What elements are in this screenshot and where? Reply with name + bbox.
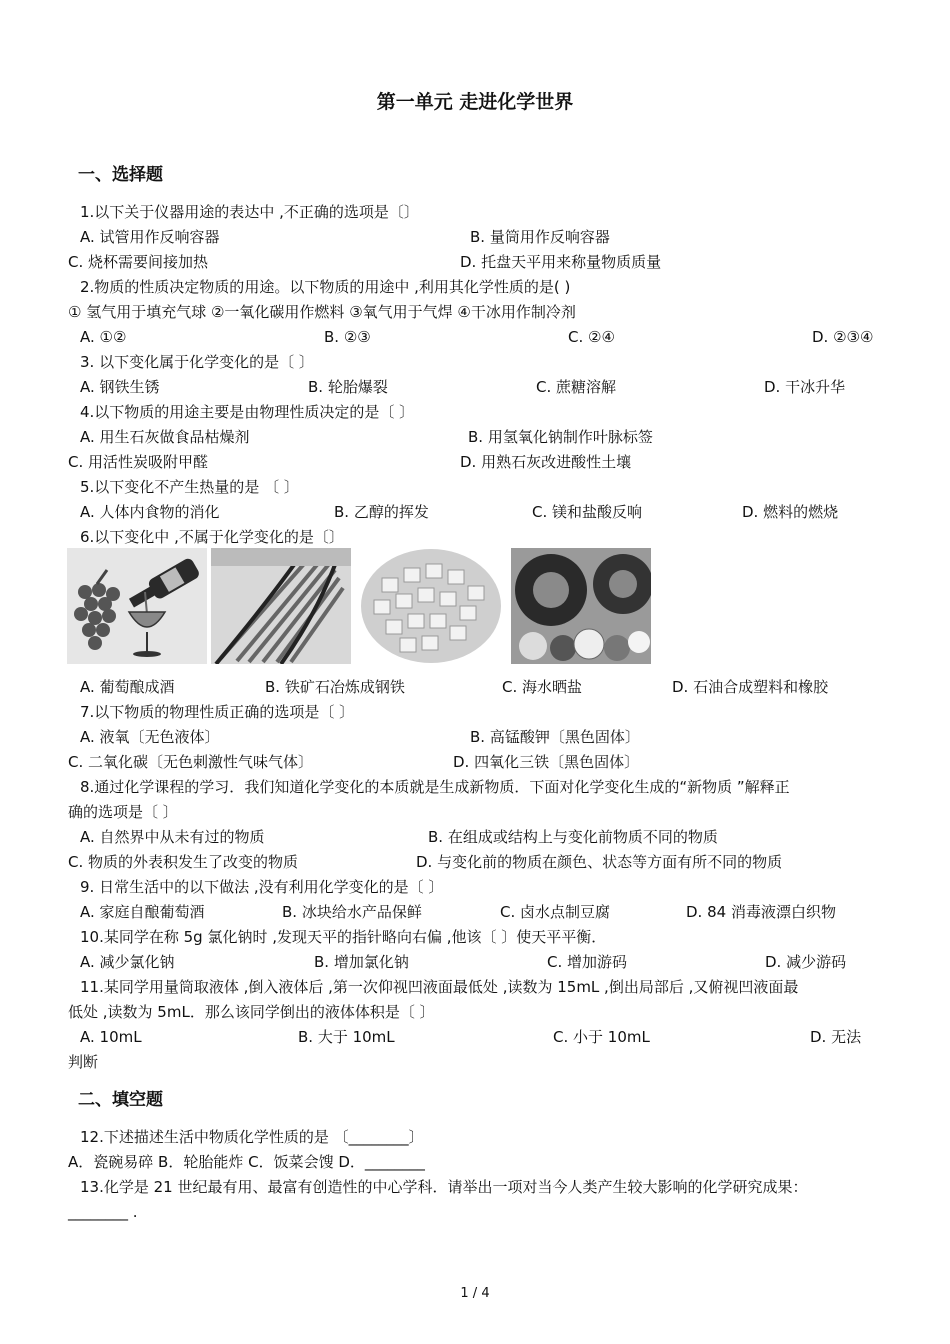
question-11-option-c: C. 小于 10mL: [553, 1028, 650, 1046]
question-3-option-d: D. 干冰升华: [764, 378, 846, 396]
question-3-option-b: B. 轮胎爆裂: [308, 378, 388, 396]
section-heading-fill-in: 二、填空题: [78, 1090, 163, 1110]
question-12-options: A．瓷碗易碎 B．轮胎能炸 C．饭菜会馊 D．________: [68, 1153, 425, 1171]
question-9-option-d: D. 84 消毒液漂白织物: [686, 903, 836, 921]
question-3-option-a: A. 钢铁生锈: [80, 378, 160, 396]
question-13-answer-blank: ________ .: [68, 1203, 138, 1221]
question-1-stem: 1.以下关于仪器用途的表达中 ,不正确的选项是〔〕: [80, 203, 419, 221]
sea-salt-photo: [360, 548, 502, 664]
question-9-option-a: A. 家庭自酿葡萄酒: [80, 903, 205, 921]
page-title: 第一单元 走进化学世界: [376, 91, 574, 113]
question-3-stem: 3. 以下变化属于化学变化的是〔 〕: [80, 353, 314, 371]
question-7-stem: 7.以下物质的物理性质正确的选项是〔 〕: [80, 703, 355, 721]
question-8-option-a: A. 自然界中从未有过的物质: [80, 828, 265, 846]
railway-track-photo: [211, 548, 351, 664]
question-5-option-d: D. 燃料的燃烧: [742, 503, 839, 521]
question-4-option-c: C. 用活性炭吸附甲醛: [68, 453, 209, 471]
question-8-stem: 8.通过化学课程的学习．我们知道化学变化的本质就是生成新物质．下面对化学变化生成的“新物质 ”解释正: [80, 778, 790, 796]
grape-wine-photo: [67, 548, 207, 664]
question-11-option-b: B. 大于 10mL: [298, 1028, 395, 1046]
question-12-stem: 12.下述描述生活中物质化学性质的是 〔________〕: [80, 1128, 424, 1146]
question-7-option-a: A. 液氧〔无色液体〕: [80, 728, 220, 746]
question-11-option-a: A. 10mL: [80, 1028, 142, 1046]
question-9-stem: 9. 日常生活中的以下做法 ,没有利用化学变化的是〔 〕: [80, 878, 444, 896]
question-3-option-c: C. 蔗糖溶解: [536, 378, 617, 396]
question-9-option-b: B. 冰块给水产品保鲜: [282, 903, 422, 921]
section-heading-choice: 一、选择题: [78, 165, 163, 185]
question-11-option-d-continued: 判断: [68, 1053, 99, 1071]
question-11-stem-continued: 低处 ,读数为 5mL．那么该同学倒出的液体体积是〔 〕: [68, 1003, 435, 1021]
question-2-option-a: A. ①②: [80, 328, 127, 346]
question-1-option-b: B. 量筒用作反响容器: [470, 228, 610, 246]
question-2-option-b: B. ②③: [324, 328, 371, 346]
question-1-option-a: A. 试管用作反响容器: [80, 228, 220, 246]
question-8-option-b: B. 在组成或结构上与变化前物质不同的物质: [428, 828, 718, 846]
question-6-option-b: B. 铁矿石冶炼成钢铁: [265, 678, 405, 696]
question-4-option-a: A. 用生石灰做食品枯燥剂: [80, 428, 250, 446]
question-10-option-a: A. 减少氯化钠: [80, 953, 175, 971]
question-8-option-c: C. 物质的外表积发生了改变的物质: [68, 853, 299, 871]
question-2-stem: 2.物质的性质决定物质的用途。以下物质的用途中 ,利用其化学性质的是( ): [80, 278, 571, 296]
question-1-option-d: D. 托盘天平用来称量物质质量: [460, 253, 662, 271]
question-5-option-a: A. 人体内食物的消化: [80, 503, 220, 521]
tires-and-balls-photo: [511, 548, 651, 664]
question-8-stem-continued: 确的选项是〔 〕: [68, 803, 178, 821]
question-6-option-a: A. 葡萄酿成酒: [80, 678, 175, 696]
question-13-stem: 13.化学是 21 世纪最有用、最富有创造性的中心学科．请举出一项对当今人类产生较大影响的化学研究成果：: [80, 1178, 808, 1196]
question-10-option-c: C. 增加游码: [547, 953, 628, 971]
question-4-option-b: B. 用氢氧化钠制作叶脉标签: [468, 428, 653, 446]
page-number: 1 / 4: [460, 1286, 490, 1301]
question-2-option-c: C. ②④: [568, 328, 615, 346]
question-4-stem: 4.以下物质的用途主要是由物理性质决定的是〔 〕: [80, 403, 415, 421]
question-8-option-d: D. 与变化前的物质在颜色、状态等方面有所不同的物质: [416, 853, 783, 871]
question-5-option-b: B. 乙醇的挥发: [334, 503, 429, 521]
question-5-stem: 5.以下变化不产生热量的是 〔 〕: [80, 478, 299, 496]
question-4-option-d: D. 用熟石灰改进酸性土壤: [460, 453, 632, 471]
question-7-option-c: C. 二氧化碳〔无色刺激性气味气体〕: [68, 753, 314, 771]
question-1-option-c: C. 烧杯需要间接加热: [68, 253, 209, 271]
question-9-option-c: C. 卤水点制豆腐: [500, 903, 611, 921]
question-6-option-d: D. 石油合成塑料和橡胶: [672, 678, 829, 696]
question-2-option-d: D. ②③④: [812, 328, 874, 346]
question-10-option-b: B. 增加氯化钠: [314, 953, 409, 971]
question-11-stem: 11.某同学用量筒取液体 ,倒入液体后 ,第一次仰视凹液面最低处 ,读数为 15mL ,倒出局部后 ,又俯视凹液面最: [80, 978, 799, 996]
question-7-option-d: D. 四氧化三铁〔黑色固体〕: [453, 753, 640, 771]
question-2-items: ① 氢气用于填充气球 ②一氧化碳用作燃料 ③氧气用于气焊 ④干冰用作制冷剂: [68, 303, 576, 321]
question-6-stem: 6.以下变化中 ,不属于化学变化的是〔〕: [80, 528, 344, 546]
question-6-option-c: C. 海水晒盐: [502, 678, 583, 696]
question-11-option-d: D. 无法: [810, 1028, 862, 1046]
question-10-stem: 10.某同学在称 5g 氯化钠时 ,发现天平的指针略向右偏 ,他该〔 〕使天平平衡．: [80, 928, 607, 946]
question-10-option-d: D. 减少游码: [765, 953, 847, 971]
question-7-option-b: B. 高锰酸钾〔黑色固体〕: [470, 728, 640, 746]
question-5-option-c: C. 镁和盐酸反响: [532, 503, 643, 521]
